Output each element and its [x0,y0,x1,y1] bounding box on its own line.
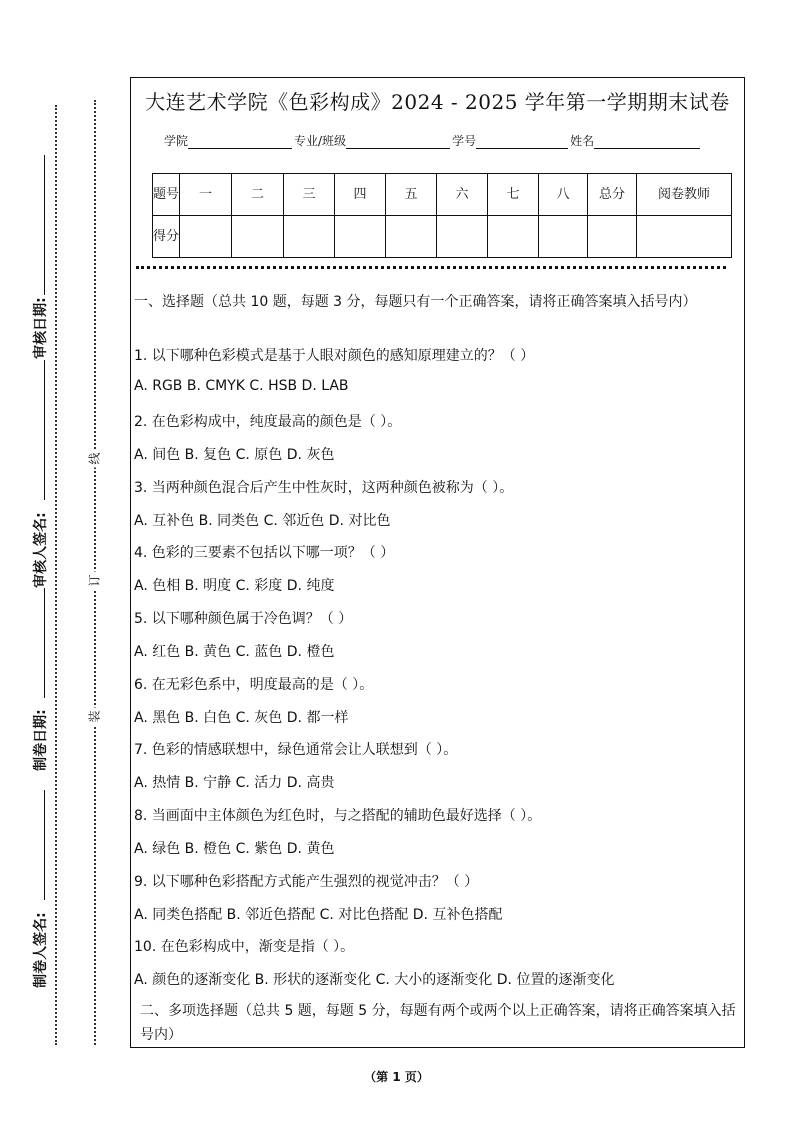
score-cell[interactable] [284,216,335,258]
review-date-blank [44,155,45,295]
score-table-header-row [153,174,732,216]
section1-heading: 一、选择题（总共 10 题，每题 3 分，每题只有一个正确答案，请将正确答案填入括号内） [134,294,697,310]
question-9: 9. 以下哪种色彩搭配方式能产生强烈的视觉冲击？（ ） [134,874,479,890]
student-no-label: 学号 [452,134,477,148]
review-date-label: 审核日期: [33,297,49,359]
reviewer-sig-label: 审核人签名: [33,512,49,588]
score-table-cell: 总分 [588,174,637,216]
college-field[interactable] [188,136,292,149]
section2-heading: 二、多项选择题（总共 5 题，每题 5 分，每题有两个或两个以上正确答案，请将正确答案填入括号内） [140,1003,736,1043]
maker-sig-label: 制卷人签名: [33,912,49,988]
bind-mark: 订 [86,572,103,590]
score-table-cell: 阅卷教师 [637,174,732,216]
score-table-cell: 七 [488,174,539,216]
options-3: A. 互补色 B. 同类色 C. 邻近色 D. 对比色 [134,513,391,529]
score-table-cell: 三 [284,174,335,216]
major-field[interactable] [346,136,450,149]
fold-mark: 装 [86,708,103,726]
score-table-cell: 五 [386,174,437,216]
options-9: A. 同类色搭配 B. 邻近色搭配 C. 对比色搭配 D. 互补色搭配 [134,907,503,923]
question-6: 6. 在无彩色系中，明度最高的是（ ）。 [134,677,374,693]
left-dotted-line [55,105,57,1045]
options-1: A. RGB B. CMYK C. HSB D. LAB [134,378,349,394]
student-info-row [164,132,702,149]
score-cell[interactable] [488,216,539,258]
question-2: 2. 在色彩构成中，纯度最高的颜色是（ ）。 [134,414,402,430]
made-date-blank [44,588,45,698]
score-cell[interactable] [539,216,588,258]
question-7: 7. 色彩的情感联想中，绿色通常会让人联想到（ ）。 [134,742,458,758]
made-date-label: 制卷日期: [33,709,49,771]
dotted-separator [136,266,726,269]
line-mark: 线 [86,450,103,468]
reviewer-sig-blank [44,360,45,500]
score-cell[interactable] [386,216,437,258]
score-table-cell: 四 [335,174,386,216]
score-table-cell: 六 [437,174,488,216]
question-3: 3. 当两种颜色混合后产生中性灰时，这两种颜色被称为（ ）。 [134,480,514,496]
score-cell[interactable] [232,216,284,258]
score-cell[interactable] [335,216,386,258]
score-cell[interactable] [588,216,637,258]
college-label: 学院 [164,134,189,148]
name-field[interactable] [594,136,700,149]
question-1: 1. 以下哪种色彩模式是基于人眼对颜色的感知原理建立的？（ ） [134,348,535,364]
options-2: A. 间色 B. 复色 C. 原色 D. 灰色 [134,447,335,463]
score-table [152,173,732,258]
score-cell[interactable] [437,216,488,258]
major-label: 专业/班级 [294,134,347,148]
score-cell[interactable] [180,216,232,258]
maker-sig-blank [44,790,45,900]
question-4: 4. 色彩的三要素不包括以下哪一项？（ ） [134,545,395,561]
score-table-score-row [153,216,732,258]
score-table-cell: 二 [232,174,284,216]
score-table-cell: 得分 [153,216,180,258]
score-table-cell: 一 [180,174,232,216]
score-cell[interactable] [637,216,732,258]
page-number: （第 1 页） [364,1070,429,1084]
options-8: A. 绿色 B. 橙色 C. 紫色 D. 黄色 [134,841,335,857]
options-7: A. 热情 B. 宁静 C. 活力 D. 高贵 [134,775,335,791]
options-4: A. 色相 B. 明度 C. 彩度 D. 纯度 [134,578,335,594]
options-10: A. 颜色的逐渐变化 B. 形状的逐渐变化 C. 大小的逐渐变化 D. 位置的逐渐变化 [134,972,615,988]
student-no-field[interactable] [476,136,568,149]
question-8: 8. 当画面中主体颜色为红色时，与之搭配的辅助色最好选择（ ）。 [134,808,542,824]
options-5: A. 红色 B. 黄色 C. 蓝色 D. 橙色 [134,644,335,660]
exam-title: 大连艺术学院《色彩构成》2024 - 2025 学年第一学期期末试卷 [145,90,730,114]
question-10: 10. 在色彩构成中，渐变是指（ ）。 [134,939,355,955]
options-6: A. 黑色 B. 白色 C. 灰色 D. 都一样 [134,710,349,726]
score-table-cell: 八 [539,174,588,216]
question-5: 5. 以下哪种颜色属于冷色调？（ ） [134,611,353,627]
score-table-cell: 题号 [153,174,180,216]
name-label: 姓名 [570,134,595,148]
